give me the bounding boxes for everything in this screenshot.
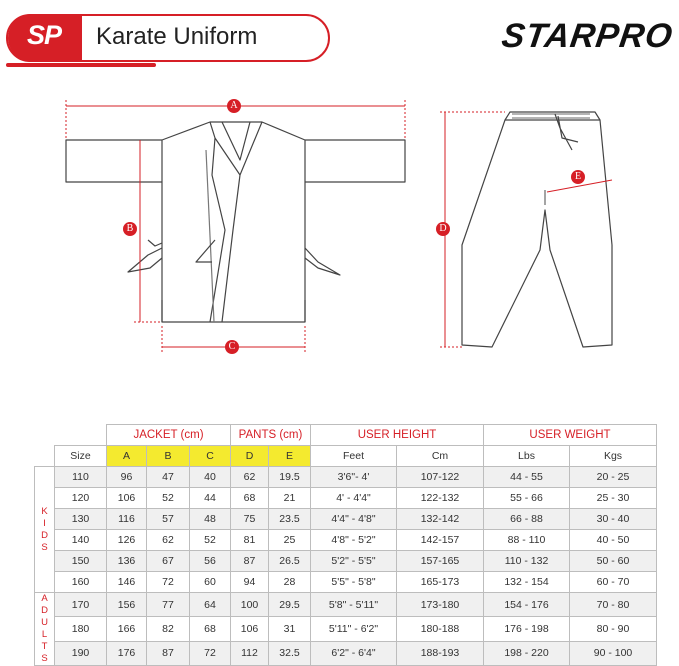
table-cell: 29.5 bbox=[269, 593, 311, 617]
table-cell: 166 bbox=[107, 617, 147, 641]
table-cell: 198 - 220 bbox=[484, 641, 570, 665]
table-cell: 19.5 bbox=[269, 467, 311, 488]
table-cell: 142-157 bbox=[397, 530, 484, 551]
size-chart-table bbox=[34, 424, 657, 666]
table-cell: 5'8" - 5'11" bbox=[311, 593, 397, 617]
table-cell: 62 bbox=[231, 467, 269, 488]
col-lbs: Lbs bbox=[484, 446, 570, 467]
table-cell: 180 bbox=[55, 617, 107, 641]
table-cell: 5'11" - 6'2" bbox=[311, 617, 397, 641]
table-cell: 68 bbox=[231, 488, 269, 509]
table-cell: 6'2" - 6'4" bbox=[311, 641, 397, 665]
table-cell: 136 bbox=[107, 551, 147, 572]
table-cell: 173-180 bbox=[397, 593, 484, 617]
table-cell: 55 - 66 bbox=[484, 488, 570, 509]
table-cell: 112 bbox=[231, 641, 269, 665]
table-cell: 28 bbox=[269, 572, 311, 593]
table-cell: 116 bbox=[107, 509, 147, 530]
table-cell: 120 bbox=[55, 488, 107, 509]
table-cell: 5'5" - 5'8" bbox=[311, 572, 397, 593]
group-header-row bbox=[35, 425, 657, 446]
table-cell: 180-188 bbox=[397, 617, 484, 641]
table-cell: 21 bbox=[269, 488, 311, 509]
jacket-ties bbox=[128, 240, 340, 275]
table-cell: 30 - 40 bbox=[570, 509, 657, 530]
table-cell: 165-173 bbox=[397, 572, 484, 593]
table-cell: 126 bbox=[107, 530, 147, 551]
table-row bbox=[35, 509, 657, 530]
table-cell: 67 bbox=[147, 551, 190, 572]
brand-badge-text: SP bbox=[26, 20, 62, 50]
table-cell: 122-132 bbox=[397, 488, 484, 509]
table-cell: 44 bbox=[190, 488, 231, 509]
table-cell: 107-122 bbox=[397, 467, 484, 488]
dim-label-e: E bbox=[571, 170, 585, 184]
table-cell: 75 bbox=[231, 509, 269, 530]
table-cell: 3'6"- 4' bbox=[311, 467, 397, 488]
table-cell: 66 - 88 bbox=[484, 509, 570, 530]
dim-label-c: C bbox=[225, 340, 239, 354]
table-cell: 160 bbox=[55, 572, 107, 593]
col-cm: Cm bbox=[397, 446, 484, 467]
table-cell: 48 bbox=[190, 509, 231, 530]
table-cell: 170 bbox=[55, 593, 107, 617]
table-cell: 90 - 100 bbox=[570, 641, 657, 665]
table-cell: 32.5 bbox=[269, 641, 311, 665]
table-cell: 188-193 bbox=[397, 641, 484, 665]
table-row bbox=[35, 551, 657, 572]
table-cell: 23.5 bbox=[269, 509, 311, 530]
table-cell: 56 bbox=[190, 551, 231, 572]
table-cell: 94 bbox=[231, 572, 269, 593]
table-cell: 157-165 bbox=[397, 551, 484, 572]
table-cell: 4' - 4'4" bbox=[311, 488, 397, 509]
table-cell: 154 - 176 bbox=[484, 593, 570, 617]
table-cell: 150 bbox=[55, 551, 107, 572]
pants-outline bbox=[462, 120, 612, 347]
table-row bbox=[35, 641, 657, 665]
col-d: D bbox=[231, 446, 269, 467]
table-cell: 96 bbox=[107, 467, 147, 488]
table-row bbox=[35, 572, 657, 593]
table-cell: 176 bbox=[107, 641, 147, 665]
page-title: Karate Uniform bbox=[96, 23, 258, 50]
table-cell: 64 bbox=[190, 593, 231, 617]
table-cell: 156 bbox=[107, 593, 147, 617]
col-c: C bbox=[190, 446, 231, 467]
brand-logo: STARPRO bbox=[499, 17, 676, 55]
table-cell: 5'2" - 5'5" bbox=[311, 551, 397, 572]
table-cell: 52 bbox=[190, 530, 231, 551]
table-cell: 132 - 154 bbox=[484, 572, 570, 593]
jacket-left-sleeve bbox=[66, 140, 162, 182]
col-a: A bbox=[107, 446, 147, 467]
dim-label-a: A bbox=[227, 99, 241, 113]
group-pants: PANTS (cm) bbox=[231, 425, 311, 446]
group-user-weight: USER WEIGHT bbox=[484, 425, 657, 446]
table-cell: 140 bbox=[55, 530, 107, 551]
table-cell: 176 - 198 bbox=[484, 617, 570, 641]
table-cell: 40 bbox=[190, 467, 231, 488]
table-cell: 82 bbox=[147, 617, 190, 641]
col-kgs: Kgs bbox=[570, 446, 657, 467]
pants-waistband bbox=[505, 112, 600, 120]
table-row bbox=[35, 467, 657, 488]
table-cell: 4'4" - 4'8" bbox=[311, 509, 397, 530]
table-cell: 50 - 60 bbox=[570, 551, 657, 572]
table-cell: 87 bbox=[147, 641, 190, 665]
table-cell: 57 bbox=[147, 509, 190, 530]
table-row bbox=[35, 530, 657, 551]
jacket-right-sleeve bbox=[305, 140, 405, 182]
table-cell: 132-142 bbox=[397, 509, 484, 530]
table-cell: 52 bbox=[147, 488, 190, 509]
jacket-collar bbox=[210, 122, 262, 322]
group-jacket: JACKET (cm) bbox=[107, 425, 231, 446]
side-label-adults: A D U L T S bbox=[35, 593, 55, 666]
table-cell: 110 - 132 bbox=[484, 551, 570, 572]
column-header-row bbox=[35, 446, 657, 467]
table-cell: 106 bbox=[107, 488, 147, 509]
group-user-height: USER HEIGHT bbox=[311, 425, 484, 446]
table-cell: 72 bbox=[190, 641, 231, 665]
table-cell: 47 bbox=[147, 467, 190, 488]
dim-label-b: B bbox=[123, 222, 137, 236]
table-cell: 130 bbox=[55, 509, 107, 530]
size-rows bbox=[35, 467, 657, 666]
col-size: Size bbox=[55, 446, 107, 467]
table-cell: 88 - 110 bbox=[484, 530, 570, 551]
table-row bbox=[35, 488, 657, 509]
table-cell: 4'8" - 5'2" bbox=[311, 530, 397, 551]
col-feet: Feet bbox=[311, 446, 397, 467]
dim-label-d: D bbox=[436, 222, 450, 236]
table-cell: 100 bbox=[231, 593, 269, 617]
col-e: E bbox=[269, 446, 311, 467]
table-cell: 20 - 25 bbox=[570, 467, 657, 488]
table-cell: 40 - 50 bbox=[570, 530, 657, 551]
table-cell: 146 bbox=[107, 572, 147, 593]
table-cell: 31 bbox=[269, 617, 311, 641]
table-row bbox=[35, 617, 657, 641]
table-cell: 68 bbox=[190, 617, 231, 641]
table-cell: 81 bbox=[231, 530, 269, 551]
table-cell: 60 bbox=[190, 572, 231, 593]
table-cell: 87 bbox=[231, 551, 269, 572]
col-b: B bbox=[147, 446, 190, 467]
table-cell: 190 bbox=[55, 641, 107, 665]
table-cell: 77 bbox=[147, 593, 190, 617]
table-cell: 110 bbox=[55, 467, 107, 488]
table-cell: 72 bbox=[147, 572, 190, 593]
table-cell: 25 - 30 bbox=[570, 488, 657, 509]
table-cell: 25 bbox=[269, 530, 311, 551]
table-cell: 106 bbox=[231, 617, 269, 641]
table-cell: 70 - 80 bbox=[570, 593, 657, 617]
table-cell: 62 bbox=[147, 530, 190, 551]
table-row bbox=[35, 593, 657, 617]
table-cell: 60 - 70 bbox=[570, 572, 657, 593]
table-cell: 26.5 bbox=[269, 551, 311, 572]
table-cell: 44 - 55 bbox=[484, 467, 570, 488]
side-label-kids: K I D S bbox=[35, 467, 55, 593]
table-cell: 80 - 90 bbox=[570, 617, 657, 641]
